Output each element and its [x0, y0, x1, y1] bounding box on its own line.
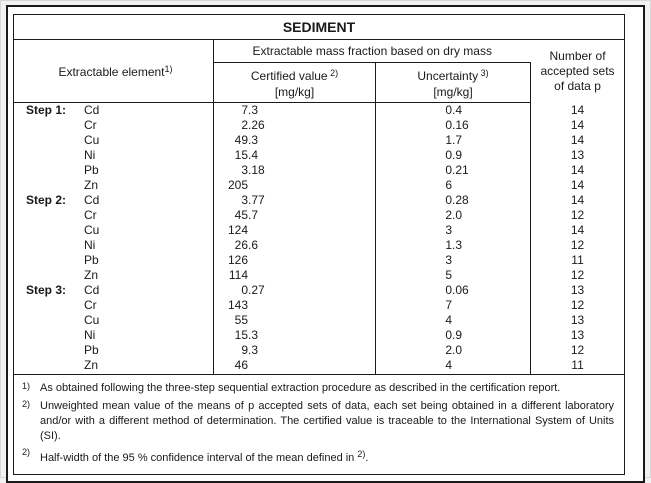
element-cell [14, 118, 214, 133]
table-title: SEDIMENT [14, 15, 625, 40]
uncertainty-value-int: 0 [445, 283, 452, 297]
certified-value-int: 126 [227, 253, 248, 267]
sets-value-cell: 13 [531, 148, 625, 163]
element-cell [14, 358, 214, 374]
certified-value-cell [214, 178, 376, 193]
sets-value-cell: 11 [531, 253, 625, 268]
uncertainty-value-frac: .0 [452, 343, 463, 357]
element-symbol: Zn [84, 178, 99, 192]
uncertainty-value-cell [376, 343, 531, 358]
certified-value-int: 26 [234, 238, 248, 252]
step-label [26, 133, 84, 148]
certified-value-cell [214, 313, 376, 328]
footnote-2 [20, 399, 614, 444]
element-cell [14, 328, 214, 343]
uncertainty-value-int: 7 [445, 298, 452, 312]
certified-value-cell [214, 253, 376, 268]
table-row [14, 253, 625, 268]
element-symbol: Cr [84, 298, 97, 312]
step-label [26, 163, 84, 178]
certified-value-int: 0 [241, 283, 248, 297]
element-symbol: Pb [84, 343, 99, 357]
table-row [14, 238, 625, 253]
step-label [26, 148, 84, 163]
sets-value-cell: 12 [531, 238, 625, 253]
certified-value-cell [214, 118, 376, 133]
uncertainty-value-int: 0 [445, 328, 452, 342]
footnote-text: As obtained following the three-step sequential extraction procedure as described in the certification report. [40, 381, 561, 394]
certified-value-frac: .26 [248, 118, 265, 132]
element-cell-inner [14, 343, 213, 358]
table-frame [6, 5, 645, 483]
sets-value-cell: 14 [531, 118, 625, 133]
element-cell-inner [14, 193, 213, 208]
table-row [14, 223, 625, 238]
element-cell-inner [14, 313, 213, 328]
table-row [14, 208, 625, 223]
element-symbol: Ni [84, 238, 96, 252]
element-cell-inner [14, 328, 213, 343]
element-symbol: Zn [84, 358, 99, 373]
uncertainty-value-cell [376, 358, 531, 374]
uncertainty-value-cell [376, 313, 531, 328]
element-cell [14, 193, 214, 208]
sets-value-cell: 12 [531, 268, 625, 283]
sets-value-cell: 14 [531, 133, 625, 148]
uncertainty-value-frac: .3 [452, 238, 463, 252]
footnote-row [14, 374, 625, 474]
uncertainty-value-cell [376, 208, 531, 223]
title-row [14, 15, 625, 40]
column-header-uncertainty [376, 63, 531, 103]
column-header-certified [214, 63, 376, 103]
element-cell-inner [14, 283, 213, 298]
certified-value-cell [214, 298, 376, 313]
certified-value-cell [214, 133, 376, 148]
element-cell [14, 343, 214, 358]
element-symbol: Cd [84, 103, 100, 117]
element-cell-inner [14, 253, 213, 268]
header-row-group [14, 40, 625, 63]
footnote-text: Unweighted mean value of the means of p accepted sets of data, each set being obtained in a different laboratory and/or with a different method of determination. The certified value is traceable to the International System of Units (SI). [40, 399, 615, 442]
uncertainty-value-cell [376, 178, 531, 193]
uncertainty-header-unit: [mg/kg] [433, 85, 473, 99]
certified-value-int: 143 [227, 298, 248, 312]
certified-value-int: 2 [241, 118, 248, 132]
sets-value-cell: 14 [531, 103, 625, 119]
certified-value-frac: .3 [248, 328, 259, 342]
step-label [26, 268, 84, 283]
uncertainty-value-int: 2 [445, 343, 452, 357]
table-row [14, 313, 625, 328]
uncertainty-value-int: 0 [445, 118, 452, 132]
certified-value-int: 124 [227, 223, 248, 237]
step-label: Step 2: [26, 193, 67, 207]
sediment-table [13, 14, 625, 475]
certified-header-label: Certified value [250, 69, 328, 83]
certified-value-frac: .3 [248, 103, 259, 117]
uncertainty-value-cell [376, 148, 531, 163]
uncertainty-value-cell [376, 268, 531, 283]
step-label [26, 358, 84, 373]
footnote-3 [20, 447, 614, 466]
sets-value-cell: 12 [531, 298, 625, 313]
certified-value-cell [214, 193, 376, 208]
certified-value-int: 55 [234, 313, 248, 327]
uncertainty-value-int: 0 [445, 103, 452, 117]
certified-value-frac: .18 [248, 163, 265, 177]
element-symbol: Cu [84, 313, 100, 327]
certified-value-cell [214, 238, 376, 253]
step-label [26, 178, 84, 193]
element-symbol: Zn [84, 268, 99, 282]
certified-value-frac: .3 [248, 133, 259, 147]
uncertainty-value-int: 3 [445, 223, 452, 237]
element-cell [14, 313, 214, 328]
element-cell-inner [14, 358, 213, 373]
table-row [14, 268, 625, 283]
step-label [26, 118, 84, 133]
sets-value-cell: 12 [531, 208, 625, 223]
table-row [14, 133, 625, 148]
uncertainty-value-cell [376, 253, 531, 268]
certified-value-cell [214, 208, 376, 223]
element-cell [14, 148, 214, 163]
element-cell [14, 103, 214, 119]
uncertainty-value-cell [376, 103, 531, 119]
uncertainty-value-int: 0 [445, 148, 452, 162]
certified-value-int: 15 [234, 328, 248, 342]
footnote-marker: 2) [22, 398, 31, 409]
certified-value-int: 9 [241, 343, 248, 357]
element-cell-inner [14, 268, 213, 283]
table-row [14, 283, 625, 298]
element-symbol: Pb [84, 253, 99, 267]
element-symbol: Cd [84, 283, 100, 297]
certified-value-int: 205 [227, 178, 248, 192]
uncertainty-value-cell [376, 163, 531, 178]
step-label [26, 223, 84, 238]
element-cell-inner [14, 298, 213, 313]
certified-value-int: 15 [234, 148, 248, 162]
sets-value-cell: 12 [531, 343, 625, 358]
column-header-element [14, 40, 214, 103]
sets-value-cell: 14 [531, 178, 625, 193]
footnote-marker: 2) [22, 446, 31, 457]
certified-value-int: 45 [234, 208, 248, 222]
step-label [26, 238, 84, 253]
uncertainty-value-frac: .06 [452, 283, 469, 297]
certified-value-frac: .27 [248, 283, 265, 297]
uncertainty-value-cell [376, 328, 531, 343]
element-cell-inner [14, 133, 213, 148]
element-cell-inner [14, 208, 213, 223]
element-cell-inner [14, 103, 213, 118]
element-symbol: Cu [84, 223, 100, 237]
sets-value-cell: 13 [531, 283, 625, 298]
footnote-ref-1: 1) [164, 63, 173, 74]
element-symbol: Cu [84, 133, 100, 147]
element-cell [14, 283, 214, 298]
certified-value-frac: .4 [248, 148, 259, 162]
certified-value-frac: .7 [248, 208, 259, 222]
uncertainty-value-int: 2 [445, 208, 452, 222]
certified-value-cell [214, 163, 376, 178]
element-cell [14, 238, 214, 253]
sets-value-cell: 14 [531, 193, 625, 208]
element-cell-inner [14, 238, 213, 253]
uncertainty-value-cell [376, 193, 531, 208]
table-row [14, 343, 625, 358]
uncertainty-value-cell [376, 298, 531, 313]
table-row [14, 103, 625, 119]
uncertainty-value-cell [376, 238, 531, 253]
step-label [26, 343, 84, 358]
element-symbol: Cr [84, 118, 97, 132]
footnote-ref-2: 2) [330, 68, 339, 78]
uncertainty-value-int: 0 [445, 193, 452, 207]
certified-value-int: 3 [241, 163, 248, 177]
certified-header-unit: [mg/kg] [274, 85, 315, 99]
element-symbol: Cr [84, 208, 97, 222]
certified-value-int: 114 [228, 268, 248, 282]
footnotes [14, 374, 625, 474]
element-cell-inner [14, 163, 213, 178]
uncertainty-value-cell [376, 283, 531, 298]
certified-value-cell [214, 283, 376, 298]
uncertainty-value-frac: .9 [452, 328, 463, 342]
table-row [14, 163, 625, 178]
uncertainty-value-int: 5 [445, 268, 452, 282]
element-cell [14, 208, 214, 223]
element-cell-inner [14, 223, 213, 238]
certified-value-frac: .77 [248, 193, 265, 207]
element-cell [14, 178, 214, 193]
footnote-inline-ref: 2) [357, 448, 366, 459]
uncertainty-value-cell [376, 133, 531, 148]
uncertainty-value-int: 3 [445, 253, 452, 267]
element-symbol: Pb [84, 163, 99, 177]
sets-value-cell: 14 [531, 223, 625, 238]
table-row [14, 178, 625, 193]
footnote-ref-3: 3) [480, 68, 489, 78]
column-header-mass-fraction: Extractable mass fraction based on dry mass [214, 40, 531, 63]
uncertainty-value-int: 6 [445, 178, 452, 192]
certified-value-cell [214, 268, 376, 283]
uncertainty-value-frac: .7 [452, 133, 463, 147]
step-label [26, 253, 84, 268]
certified-value-cell [214, 148, 376, 163]
sets-value-cell: 11 [531, 358, 625, 374]
uncertainty-value-frac: .4 [452, 103, 463, 117]
element-cell [14, 298, 214, 313]
sets-value-cell: 13 [531, 328, 625, 343]
uncertainty-value-cell [376, 223, 531, 238]
certified-value-int: 49 [234, 133, 248, 147]
certified-value-cell [214, 328, 376, 343]
element-cell [14, 268, 214, 283]
table-row [14, 118, 625, 133]
certified-value-frac: .3 [248, 343, 259, 357]
table-body [14, 103, 625, 375]
footnote-1 [20, 381, 614, 396]
certified-value-cell [214, 223, 376, 238]
table-row [14, 193, 625, 208]
uncertainty-value-frac: .16 [452, 118, 469, 132]
footnote-marker: 1) [22, 380, 31, 391]
step-label [26, 298, 84, 313]
step-label [26, 328, 84, 343]
sets-value-cell: 13 [531, 313, 625, 328]
uncertainty-value-frac: .9 [452, 148, 463, 162]
element-cell-inner [14, 118, 213, 133]
element-cell [14, 223, 214, 238]
uncertainty-value-cell [376, 118, 531, 133]
uncertainty-value-int: 1 [445, 238, 452, 252]
element-symbol: Ni [84, 328, 96, 342]
element-symbol: Cd [84, 193, 100, 207]
table-row [14, 328, 625, 343]
uncertainty-value-int: 0 [445, 163, 452, 177]
sets-value-cell: 14 [531, 163, 625, 178]
certified-value-cell [214, 343, 376, 358]
uncertainty-value-frac: .0 [452, 208, 463, 222]
certified-value-frac: .6 [248, 238, 259, 252]
element-symbol: Ni [84, 148, 96, 162]
certified-value-cell [214, 358, 376, 374]
certified-value-int: 3 [241, 193, 248, 207]
step-label [26, 313, 84, 328]
element-cell-inner [14, 148, 213, 163]
element-cell [14, 163, 214, 178]
uncertainty-value-frac: .21 [452, 163, 469, 177]
uncertainty-value-int: 1 [445, 133, 452, 147]
step-label [26, 208, 84, 223]
element-cell [14, 133, 214, 148]
uncertainty-header-label: Uncertainty [417, 69, 479, 83]
column-header-sets: Number of accepted sets of data p [540, 48, 615, 93]
certified-value-int: 46 [234, 358, 248, 373]
certified-value-cell [214, 103, 376, 119]
uncertainty-value-int: 4 [445, 358, 452, 373]
certified-value-int: 7 [241, 103, 248, 117]
step-label: Step 1: [26, 103, 67, 117]
uncertainty-value-frac: .28 [452, 193, 469, 207]
table-row [14, 298, 625, 313]
element-cell-inner [14, 178, 213, 193]
uncertainty-value-int: 4 [445, 313, 452, 327]
table-row [14, 148, 625, 163]
table-row [14, 358, 625, 374]
element-header-label: Extractable element [58, 64, 165, 79]
footnote-text: Half-width of the 95 % confidence interval of the mean defined in $^{2)}$. [40, 448, 369, 464]
step-label: Step 3: [26, 283, 67, 297]
element-cell [14, 253, 214, 268]
